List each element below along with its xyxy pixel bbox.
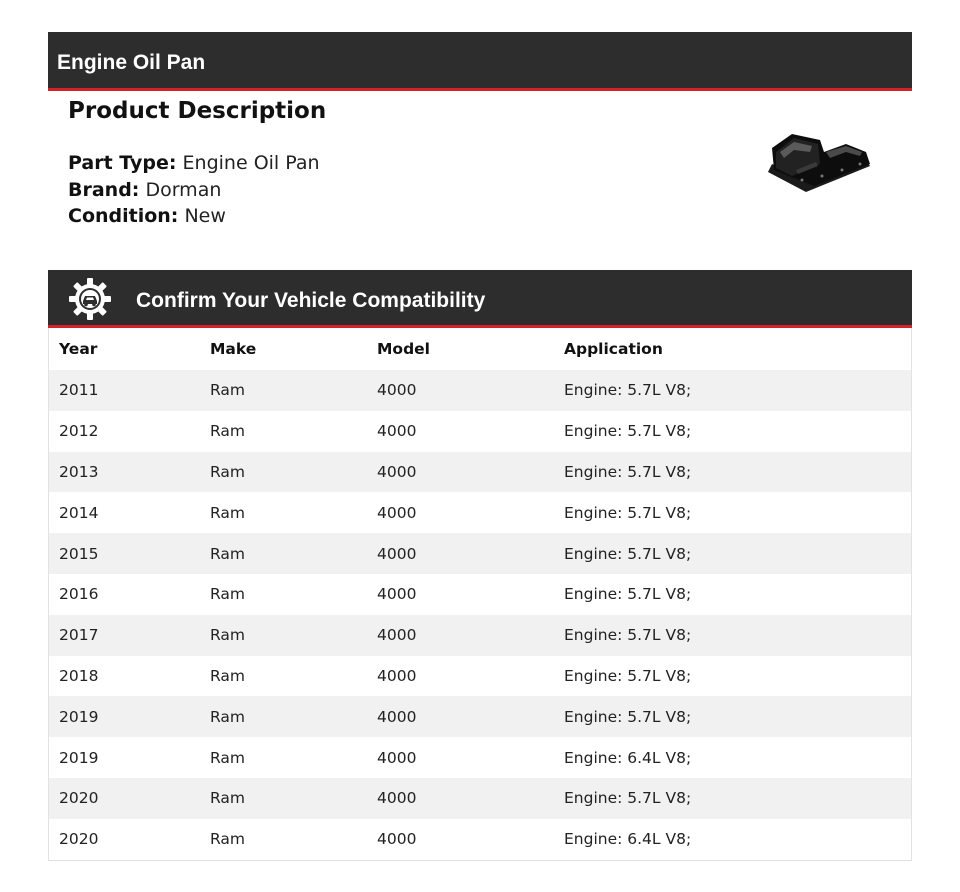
spec-label: Brand:: [68, 178, 140, 201]
column-header-make: Make: [210, 340, 257, 358]
table-row: [49, 819, 911, 860]
cell-year: 2019: [59, 707, 99, 726]
spec-label: Part Type:: [68, 152, 177, 174]
cell-application: Engine: 6.4L V8;: [564, 830, 692, 849]
compatibility-table: [48, 328, 912, 861]
table-row: [49, 492, 911, 533]
spec-value: Engine Oil Pan: [182, 152, 320, 174]
spec-condition: [68, 203, 320, 230]
cell-model: 4000: [377, 666, 417, 685]
cell-model: 4000: [377, 626, 417, 645]
table-body: [49, 370, 911, 860]
product-image: [762, 130, 874, 196]
cell-application: Engine: 5.7L V8;: [564, 666, 692, 685]
cell-model: 4000: [377, 462, 417, 481]
cell-make: Ram: [210, 462, 246, 481]
table-row: [49, 452, 911, 493]
cell-application: Engine: 5.7L V8;: [564, 422, 692, 441]
cell-application: Engine: 5.7L V8;: [564, 381, 692, 400]
cell-make: Ram: [210, 381, 246, 400]
title-bar: [48, 32, 912, 91]
cell-make: Ram: [210, 503, 246, 522]
cell-make: Ram: [210, 830, 246, 849]
spec-brand: [68, 177, 320, 204]
cell-model: 4000: [377, 544, 417, 563]
cell-model: 4000: [377, 707, 417, 726]
spec-list: [68, 150, 320, 230]
cell-model: 4000: [377, 789, 417, 808]
table-row: [49, 370, 911, 411]
table-row: [49, 656, 911, 697]
cell-year: 2017: [59, 626, 99, 645]
cell-year: 2016: [59, 585, 99, 604]
cell-make: Ram: [210, 585, 246, 604]
cell-application: Engine: 5.7L V8;: [564, 544, 692, 563]
cell-make: Ram: [210, 666, 246, 685]
spec-value: Dorman: [145, 178, 222, 201]
cell-application: Engine: 5.7L V8;: [564, 585, 692, 604]
cell-application: Engine: 5.7L V8;: [564, 789, 692, 808]
cell-year: 2015: [59, 544, 99, 563]
spec-value: New: [184, 205, 226, 227]
cell-application: Engine: 5.7L V8;: [564, 503, 692, 522]
cell-model: 4000: [377, 503, 417, 522]
table-row: [49, 696, 911, 737]
cell-model: 4000: [377, 585, 417, 604]
cell-make: Ram: [210, 422, 246, 441]
cell-make: Ram: [210, 748, 246, 767]
cell-year: 2019: [59, 748, 99, 767]
cell-application: Engine: 5.7L V8;: [564, 707, 692, 726]
cell-year: 2020: [59, 830, 99, 849]
cell-make: Ram: [210, 544, 246, 563]
cell-year: 2013: [59, 462, 99, 481]
compatibility-title: Confirm Your Vehicle Compatibility: [136, 289, 486, 312]
table-row: [49, 411, 911, 452]
cell-year: 2020: [59, 789, 99, 808]
spec-label: Condition:: [68, 205, 179, 227]
cell-make: Ram: [210, 626, 246, 645]
table-row: [49, 533, 911, 574]
table-header-row: [49, 328, 911, 370]
cell-application: Engine: 6.4L V8;: [564, 748, 692, 767]
cell-year: 2011: [59, 381, 99, 400]
cell-model: 4000: [377, 422, 417, 441]
cell-model: 4000: [377, 381, 417, 400]
cell-year: 2012: [59, 422, 99, 441]
table-row: [49, 778, 911, 819]
table-row: [49, 737, 911, 778]
cell-application: Engine: 5.7L V8;: [564, 626, 692, 645]
table-row: [49, 615, 911, 656]
cell-make: Ram: [210, 707, 246, 726]
product-description-heading: Product Description: [68, 98, 327, 124]
cell-application: Engine: 5.7L V8;: [564, 462, 692, 481]
table-row: [49, 574, 911, 615]
page-title: Engine Oil Pan: [57, 51, 206, 74]
spec-part-type: [68, 150, 320, 177]
cell-model: 4000: [377, 830, 417, 849]
cell-year: 2014: [59, 503, 99, 522]
cell-make: Ram: [210, 789, 246, 808]
cell-model: 4000: [377, 748, 417, 767]
gear-car-icon: [68, 277, 112, 321]
cell-year: 2018: [59, 666, 99, 685]
column-header-model: Model: [377, 340, 430, 358]
compatibility-bar: [48, 270, 912, 328]
column-header-application: Application: [564, 340, 663, 358]
column-header-year: Year: [59, 340, 98, 358]
